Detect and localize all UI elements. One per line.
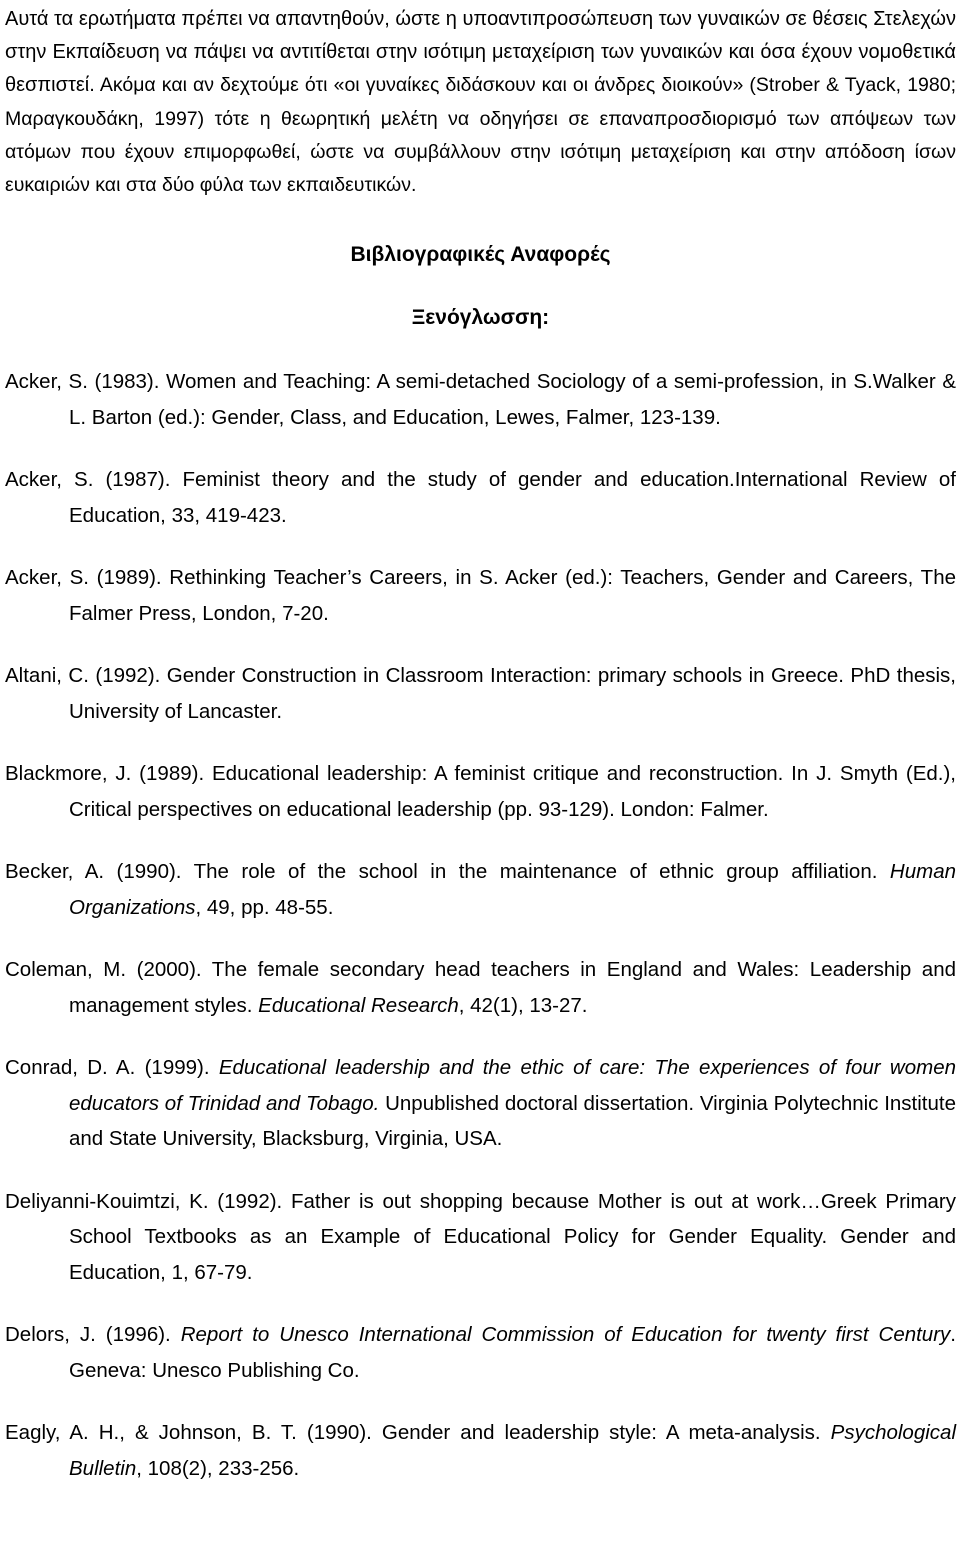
reference-item [5,1184,956,1291]
reference-item [5,462,956,533]
reference-text: Acker, S. (1989). Rethinking Teacher’s Careers, in S. Acker (ed.): Teachers, Gender and Careers, The Falmer Press, London, 7-20. [5,566,956,625]
reference-text: Eagly, A. H., & Johnson, B. T. (1990). Gender and leadership style: A meta-analysis. [5,1421,831,1445]
reference-tail: , 49, pp. 48-55. [195,895,334,919]
reference-item [5,364,956,435]
reference-text: Altani, C. (1992). Gender Construction in Classroom Interaction: primary schools in Greece. PhD thesis, University of Lancaster. [5,664,956,723]
document-page [5,0,956,1513]
reference-text: Delors, J. (1996). [5,1323,181,1347]
reference-italic: Report to Unesco International Commission of Education for twenty first Century [180,1323,951,1347]
intro-text-b: Ακόμα και αν δεχτούμε ότι «οι γυναίκες διδάσκουν και οι άνδρες διοικούν» (Strober & Tyack, 1980; Μαραγκουδάκη, 1997) τότε η θεωρητική μελέτη να οδηγήσει σε επαναπροσδιορισμό των απόψεων των ατόμων που έχουν επιμορφωθεί, ώστε να συμβάλλουν στην ισότιμη μεταχείριση και στην απόδοση ίσων ευκαιριών και στα δύο φύλα των εκπαιδευτικών. [5,74,956,197]
reference-item [5,560,956,631]
reference-italic: Educational leadership and the ethic of care: The experiences of four women educators of Trinidad and Tobago. [69,1056,957,1115]
reference-text: Blackmore, J. (1989). Educational leadership: A feminist critique and reconstruction. In J. Smyth (Ed.), Critical perspectives on educational leadership (pp. 93-129). London: Falmer. [5,762,956,821]
reference-italic: Psychological Bulletin [69,1421,956,1480]
reference-text: Deliyanni-Kouimtzi, K. (1992). Father is out shopping because Mother is out at work…Greek Primary School Textbooks as an Example of Educational Policy for Gender Equality. Gender and Education, 1, 67-79. [5,1189,956,1284]
reference-item [5,854,956,925]
reference-text: Becker, A. (1990). The role of the school in the maintenance of ethnic group affiliation. [5,860,890,884]
reference-text: Acker, S. (1987). Feminist theory and the study of gender and education.International Review of Education, 33, 419-423. [5,468,956,527]
reference-item [5,1415,956,1486]
intro-paragraph [5,0,956,202]
reference-item [5,658,956,729]
reference-item [5,1317,956,1388]
reference-italic: Human Organizations [69,860,956,919]
reference-text: Coleman, M. (2000). The female secondary head teachers in England and Wales: Leadership and management styles. [5,958,956,1017]
reference-list [5,364,956,1486]
intro-text-a: Αυτά τα ερωτήματα πρέπει να απαντηθούν, ώστε η υποαντιπροσώπευση των γυναικών σε θέσεις Στελεχών στην Εκπαίδευση να πάψει να αντιτίθεται στην ισότιμη μεταχείριση των γυναικών και όσα έχουν νομοθετικά θεσπιστεί. [5,8,956,97]
reference-italic: Educational Research [258,993,459,1017]
reference-item [5,756,956,827]
references-heading: Βιβλιογραφικές Αναφορές [350,243,611,267]
foreign-references-heading: Ξενόγλωσση: [411,306,550,330]
reference-item [5,952,956,1023]
reference-item [5,1050,956,1157]
reference-text: Acker, S. (1983). Women and Teaching: A semi-detached Sociology of a semi-profession, in S.Walker & L. Barton (ed.): Gender, Class, and Education, Lewes, Falmer, 123-139. [5,370,956,429]
reference-tail: . Geneva: Unesco Publishing Co. [69,1323,956,1382]
reference-text: Conrad, D. A. (1999). [5,1056,219,1080]
reference-tail: Unpublished doctoral dissertation. Virginia Polytechnic Institute and State University, Blacksburg, Virginia, USA. [69,1091,956,1151]
reference-tail: , 108(2), 233-256. [136,1456,300,1480]
reference-tail: , 42(1), 13-27. [458,993,588,1017]
